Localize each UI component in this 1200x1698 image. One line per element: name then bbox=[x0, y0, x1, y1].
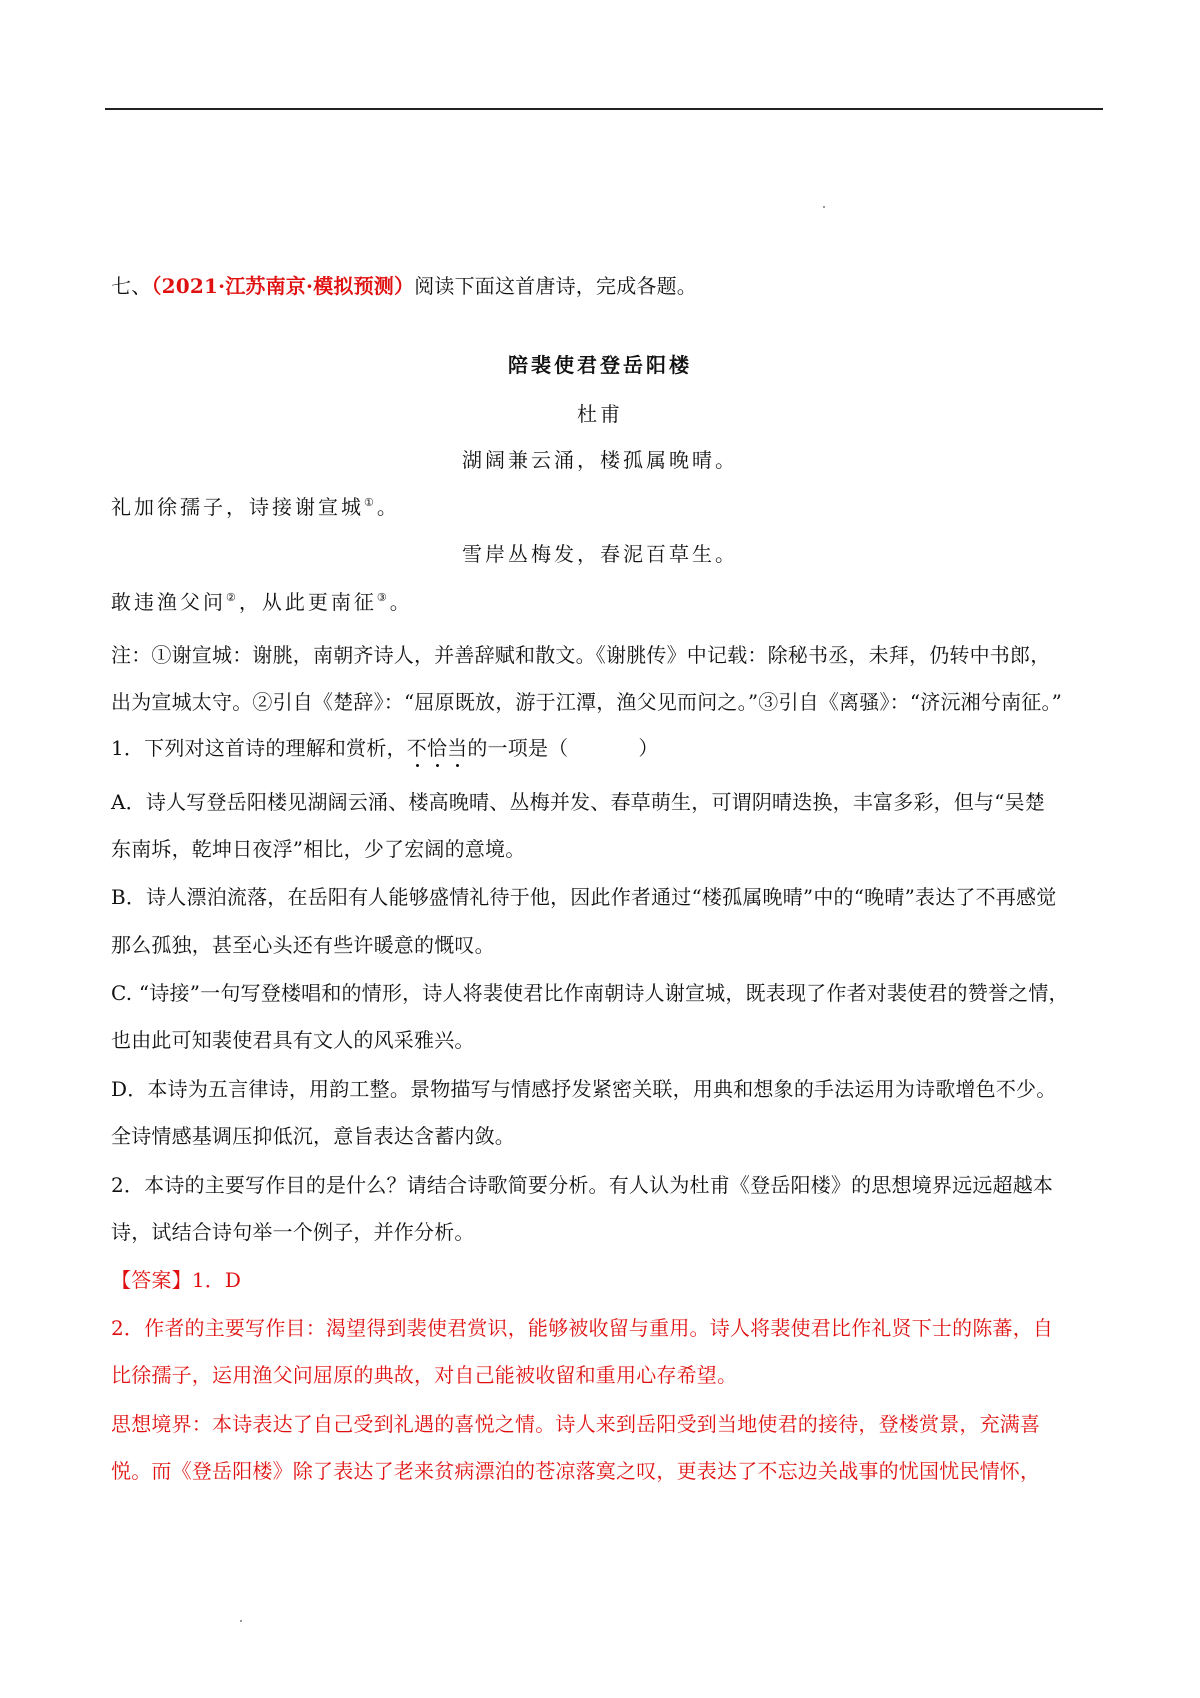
poem-line-1: 湖阔兼云涌，楼孤属晚晴。 bbox=[462, 448, 738, 472]
scan-speck bbox=[240, 1620, 242, 1622]
poem-line-4-b: ，从此更南征 bbox=[238, 590, 377, 614]
header-rule bbox=[105, 108, 1103, 110]
emphasis-char: 恰 bbox=[426, 736, 448, 760]
notes-line-1: 注：①谢宣城：谢朓，南朝齐诗人，并善辞赋和散文。《谢朓传》中记载：除秘书丞，未拜，仍转中书郎， bbox=[111, 643, 1051, 667]
answer-1: 1．D bbox=[191, 1268, 242, 1292]
answer-3-line-2: 悦。而《登岳阳楼》除了表达了老来贫病漂泊的苍凉落寞之叹，更表达了不忘边关战事的忧国忧民情怀， bbox=[111, 1459, 1041, 1483]
footnote-mark-1: ① bbox=[364, 496, 377, 509]
poem-line-4-end: 。 bbox=[389, 590, 413, 614]
poem-title: 陪裴使君登岳阳楼 bbox=[508, 353, 692, 377]
option-a-line-2: 东南坼，乾坤日夜浮”相比，少了宏阔的意境。 bbox=[111, 837, 526, 861]
poem-line-4 bbox=[111, 588, 1101, 616]
section-prefix: 七、 bbox=[111, 274, 152, 298]
question-1-stem-b: 的一项是（ bbox=[467, 736, 569, 760]
answer-label: 【答案】 bbox=[111, 1268, 192, 1292]
poem-line-2-text: 礼加徐孺子，诗接谢宣城 bbox=[111, 495, 364, 519]
option-c-line-2: 也由此可知裴使君具有文人的风采雅兴。 bbox=[111, 1028, 475, 1052]
emphasis-char: 当 bbox=[447, 736, 468, 760]
scan-speck bbox=[823, 206, 825, 208]
footnote-mark-3: ③ bbox=[376, 591, 390, 604]
poem-author: 杜甫 bbox=[577, 402, 623, 426]
question-1-stem-c: ） bbox=[638, 736, 659, 760]
poem-line-3: 雪岸丛梅发，春泥百草生。 bbox=[462, 542, 738, 566]
answer-line bbox=[111, 1266, 1101, 1294]
answer-3-line-1: 思想境界：本诗表达了自己受到礼遇的喜悦之情。诗人来到岳阳受到当地使君的接待，登楼赏景，充满喜 bbox=[111, 1412, 1041, 1436]
question-1-stem-a: 1．下列对这首诗的理解和赏析， bbox=[111, 736, 407, 760]
section-source: （2021·江苏南京·模拟预测） bbox=[151, 274, 415, 298]
poem-line-2 bbox=[111, 493, 1101, 521]
poem-line-4-a: 敢违渔父问 bbox=[111, 590, 226, 614]
notes-line-2: 出为宣城太守。②引自《楚辞》：“屈原既放，游于江潭，渔父见而问之。”③引自《离骚》：“济沅湘兮南征。” bbox=[111, 690, 1063, 714]
emphasis-char: 不 bbox=[406, 736, 427, 760]
question-2-line-2: 诗，试结合诗句举一个例子，并作分析。 bbox=[111, 1220, 475, 1244]
footnote-mark-2: ② bbox=[226, 591, 239, 604]
option-c-line-1: C. “诗接”一句写登楼唱和的情形，诗人将裴使君比作南朝诗人谢宣城，既表现了作者对裴使君的赞誉之情， bbox=[111, 981, 1069, 1005]
option-a-line-1: A．诗人写登岳阳楼见湖阔云涌、楼高晚晴、丛梅并发、春草萌生，可谓阴晴迭换，丰富多彩，但与“吴楚 bbox=[111, 790, 1046, 814]
answer-2-line-1: 2．作者的主要写作目：渴望得到裴使君赏识，能够被收留与重用。诗人将裴使君比作礼贤下士的陈蕃，自 bbox=[111, 1316, 1054, 1340]
poem-line-2-end: 。 bbox=[376, 495, 400, 519]
option-b-line-1: B．诗人漂泊流落，在岳阳有人能够盛情礼待于他，因此作者通过“楼孤属晚晴”中的“晚晴”表达了不再感觉 bbox=[111, 885, 1057, 909]
section-heading bbox=[111, 272, 1101, 300]
option-b-line-2: 那么孤独，甚至心头还有些许暖意的慨叹。 bbox=[111, 933, 495, 957]
option-d-line-1: D．本诗为五言律诗，用韵工整。景物描写与情感抒发紧密关联，用典和想象的手法运用为诗歌增色不少。 bbox=[111, 1077, 1057, 1101]
question-2-line-1: 2．本诗的主要写作目的是什么？请结合诗歌简要分析。有人认为杜甫《登岳阳楼》的思想境界远远超越本 bbox=[111, 1173, 1054, 1197]
question-1-stem bbox=[111, 734, 1101, 762]
option-d-line-2: 全诗情感基调压抑低沉，意旨表达含蓄内敛。 bbox=[111, 1124, 515, 1148]
answer-2-line-2: 比徐孺子，运用渔父问屈原的典故，对自己能被收留和重用心存希望。 bbox=[111, 1363, 738, 1387]
section-instruction: 阅读下面这首唐诗，完成各题。 bbox=[414, 274, 698, 298]
